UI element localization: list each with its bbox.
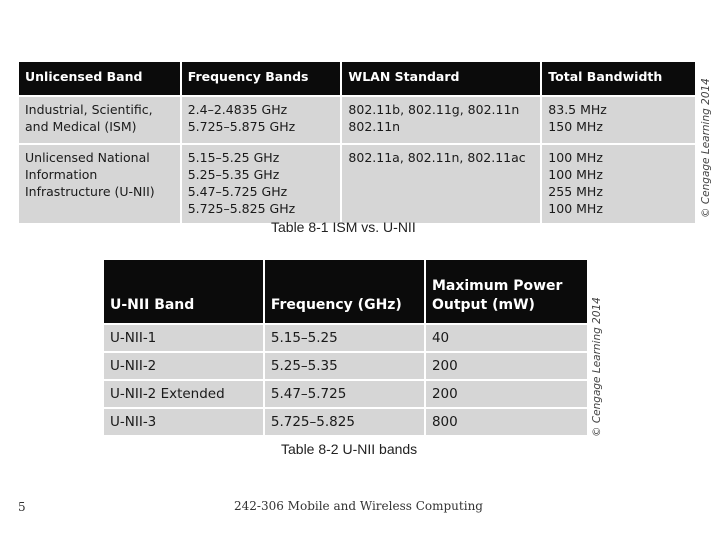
table-row <box>103 408 588 436</box>
table-row-unii <box>18 144 696 224</box>
cell-line: Information <box>25 167 98 182</box>
cell-line: 802.11b, 802.11g, 802.11n <box>348 102 520 117</box>
header-frequency-bands: Frequency Bands <box>181 61 342 96</box>
header-frequency-ghz: Frequency (GHz) <box>264 259 425 324</box>
cell-frequency: 5.25–5.35 <box>264 352 425 380</box>
cell-line: 100 MHz <box>548 201 603 216</box>
header-line: Output (mW) <box>431 297 535 313</box>
cell-standard <box>341 144 541 224</box>
cell-line: 83.5 MHz <box>548 102 607 117</box>
cell-line: Infrastructure (U-NII) <box>25 184 155 199</box>
cell-line: 150 MHz <box>548 119 603 134</box>
table-caption <box>271 219 416 235</box>
cell-band: U-NII-3 <box>103 408 264 436</box>
header-line: Maximum Power <box>431 278 563 294</box>
table-caption <box>281 441 417 457</box>
cell-standard <box>341 96 541 144</box>
cell-line: Unlicensed National <box>25 150 150 165</box>
cell-line: 5.725–5.825 GHz <box>187 201 296 216</box>
cell-band <box>18 96 181 144</box>
cell-line: Industrial, Scientific, <box>25 102 153 117</box>
cell-frequency: 5.15–5.25 <box>264 324 425 352</box>
caption-label: Table 8-2 <box>281 441 339 457</box>
cell-line: 5.725–5.875 GHz <box>187 119 296 134</box>
cell-band: U-NII-1 <box>103 324 264 352</box>
page-number: 5 <box>18 500 26 514</box>
table-row <box>103 380 588 408</box>
table-row <box>103 324 588 352</box>
header-max-power <box>425 259 588 324</box>
cell-line: 5.15–5.25 GHz <box>187 150 280 165</box>
cell-frequency: 5.47–5.725 <box>264 380 425 408</box>
copyright-credit: © Cengage Learning 2014 <box>700 78 712 218</box>
cell-line: 802.11n <box>348 119 401 134</box>
header-unii-band: U-NII Band <box>103 259 264 324</box>
cell-band <box>18 144 181 224</box>
cell-line: 5.47–5.725 GHz <box>187 184 288 199</box>
cell-line: and Medical (ISM) <box>25 119 137 134</box>
cell-bandwidth <box>541 144 696 224</box>
cell-power: 40 <box>425 324 588 352</box>
unii-bands-table <box>102 258 589 437</box>
header-unlicensed-band: Unlicensed Band <box>18 61 181 96</box>
cell-bandwidth <box>541 96 696 144</box>
cell-line: 5.25–5.35 GHz <box>187 167 280 182</box>
cell-band: U-NII-2 <box>103 352 264 380</box>
cell-band: U-NII-2 Extended <box>103 380 264 408</box>
header-wlan-standard: WLAN Standard <box>341 61 541 96</box>
table-header-row <box>103 259 588 324</box>
cell-power: 200 <box>425 380 588 408</box>
caption-text: U-NII bands <box>338 441 418 457</box>
header-total-bandwidth: Total Bandwidth <box>541 61 696 96</box>
table-header-row <box>18 61 696 96</box>
table-row-ism <box>18 96 696 144</box>
course-title: 242-306 Mobile and Wireless Computing <box>234 499 483 513</box>
table-row <box>103 352 588 380</box>
cell-line: 100 MHz <box>548 167 603 182</box>
copyright-credit: © Cengage Learning 2014 <box>591 297 603 437</box>
cell-frequency <box>181 144 342 224</box>
cell-frequency: 5.725–5.825 <box>264 408 425 436</box>
caption-label: Table 8-1 <box>271 219 329 235</box>
cell-line: 2.4–2.4835 GHz <box>187 102 288 117</box>
cell-line: 802.11a, 802.11n, 802.11ac <box>348 150 526 165</box>
cell-power: 200 <box>425 352 588 380</box>
cell-frequency <box>181 96 342 144</box>
cell-line: 100 MHz <box>548 150 603 165</box>
ism-vs-unii-table <box>17 60 697 225</box>
cell-power: 800 <box>425 408 588 436</box>
caption-text: ISM vs. U-NII <box>328 219 416 235</box>
cell-line: 255 MHz <box>548 184 603 199</box>
